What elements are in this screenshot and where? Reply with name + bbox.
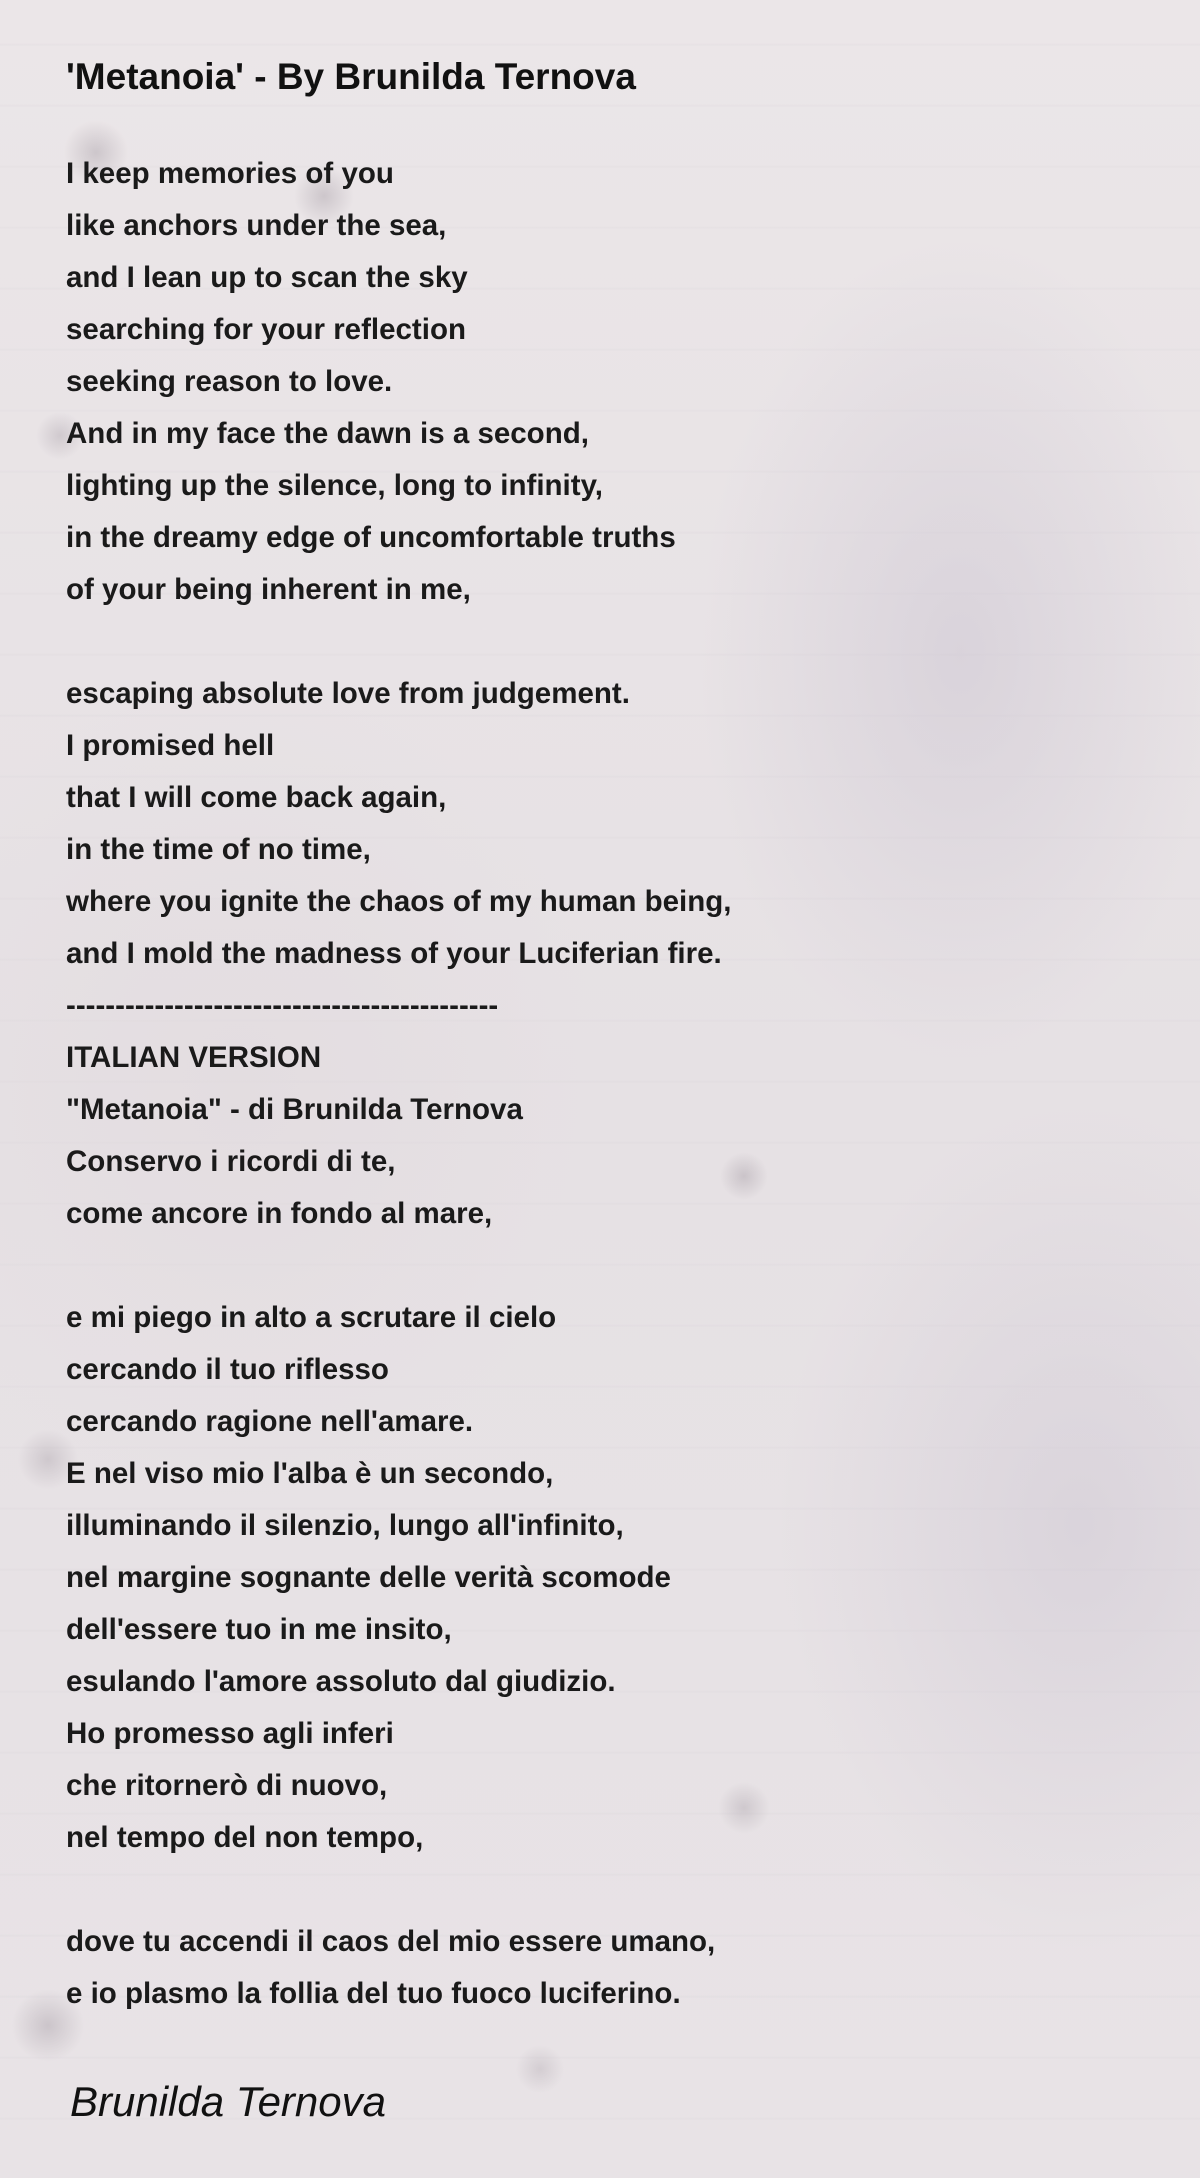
poem-line: of your being inherent in me, [66,573,471,606]
poem-line: che ritornerò di nuovo, [66,1769,388,1802]
poem-line: dove tu accendi il caos del mio essere umano, [66,1925,716,1958]
poem-line: in the time of no time, [66,833,371,866]
poem-line: and I mold the madness of your Luciferian fire. [66,937,722,970]
poem-line: cercando ragione nell'amare. [66,1405,474,1438]
stanza-break [66,1240,1146,1292]
poem-line: nel margine sognante delle verità scomode [66,1561,671,1594]
poem-line: I promised hell [66,729,275,762]
stanza-break [66,616,1146,668]
poem-body [66,148,1146,2020]
poem-line: where you ignite the chaos of my human being, [66,885,732,918]
poem-line: cercando il tuo riflesso [66,1353,389,1386]
poem-line: come ancore in fondo al mare, [66,1197,493,1230]
poem-line: and I lean up to scan the sky [66,261,468,294]
separator-line: -------------------------------------------- [66,989,499,1022]
poem-line: dell'essere tuo in me insito, [66,1613,452,1646]
section-heading: ITALIAN VERSION [66,1041,322,1074]
poem-line: E nel viso mio l'alba è un secondo, [66,1457,554,1490]
poem-line: esulando l'amore assoluto dal giudizio. [66,1665,616,1698]
poem-line: e mi piego in alto a scrutare il cielo [66,1301,557,1334]
poem-line: Ho promesso agli inferi [66,1717,394,1750]
poem-line: that I will come back again, [66,781,447,814]
poem-line: searching for your reflection [66,313,466,346]
poem-line: illuminando il silenzio, lungo all'infinito, [66,1509,624,1542]
author-signature: Brunilda Ternova [70,2078,386,2125]
poem-line: like anchors under the sea, [66,209,447,242]
poem-line: lighting up the silence, long to infinity, [66,469,603,502]
poem-title: 'Metanoia' - By Brunilda Ternova [66,56,636,97]
stanza-break [66,1864,1146,1916]
poem-line: I keep memories of you [66,157,394,190]
poem-line: seeking reason to love. [66,365,393,398]
poem-line: e io plasmo la follia del tuo fuoco luciferino. [66,1977,681,2010]
poem-line: nel tempo del non tempo, [66,1821,424,1854]
poem-line: Conservo i ricordi di te, [66,1145,396,1178]
italian-title: "Metanoia" - di Brunilda Ternova [66,1093,523,1126]
poem-line: escaping absolute love from judgement. [66,677,630,710]
poem-line: in the dreamy edge of uncomfortable truths [66,521,676,554]
poem-line: And in my face the dawn is a second, [66,417,589,450]
